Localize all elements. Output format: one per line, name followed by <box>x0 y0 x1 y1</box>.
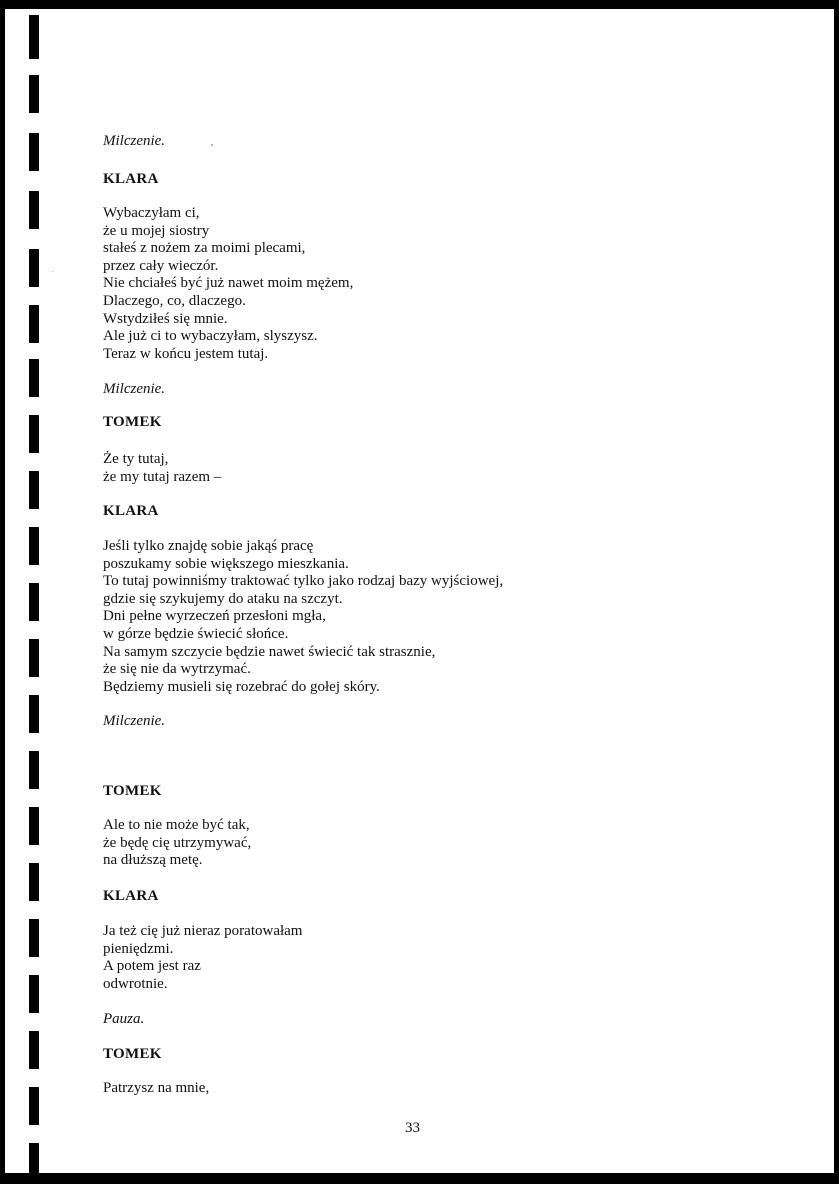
binding-mark <box>29 471 39 509</box>
speech-block <box>103 1080 209 1098</box>
speech-block <box>103 817 251 870</box>
speech-line: że będę cię utrzymywać, <box>103 834 252 851</box>
speech-line: w górze będzie świecić słońce. <box>103 625 289 642</box>
speech-line: Ale już ci to wybaczyłam, slyszysz. <box>103 328 318 345</box>
speaker-name: TOMEK <box>103 414 162 430</box>
speech-line: stałeś z nożem za moimi plecami, <box>103 240 306 257</box>
binding-mark <box>29 415 39 453</box>
speech-line: Ale to nie może być tak, <box>103 817 250 833</box>
speech-line: Jeśli tylko znajdę sobie jakąś pracę <box>103 538 314 554</box>
scan-speck <box>211 144 213 146</box>
binding-mark <box>29 527 39 565</box>
speech-line: że u mojej siostry <box>103 222 210 239</box>
speech-line: odwrotnie. <box>103 975 168 992</box>
speech-line: Wybaczyłam ci, <box>103 205 200 221</box>
speech-line: poszukamy sobie większego mieszkania. <box>103 555 349 572</box>
binding-mark <box>29 75 39 113</box>
binding-mark <box>29 15 39 59</box>
speech-line: pieniędzmi. <box>103 940 174 957</box>
speech-line: Na samym szczycie będzie nawet świecić tak strasznie, <box>103 643 436 660</box>
stage-direction: Milczenie. <box>103 381 166 397</box>
speech-line: A potem jest raz <box>103 958 201 975</box>
speech-line: Wstydziłeś się mnie. <box>103 310 228 327</box>
binding-mark <box>29 305 39 343</box>
scan-speck <box>52 271 53 272</box>
binding-mark <box>29 1031 39 1069</box>
binding-mark <box>29 919 39 957</box>
binding-mark <box>29 639 39 677</box>
speaker-name: KLARA <box>103 888 159 904</box>
speech-line: Teraz w końcu jestem tutaj. <box>103 345 269 362</box>
speech-line: Będziemy musieli się rozebrać do gołej skóry. <box>103 678 380 695</box>
binding-mark <box>29 807 39 845</box>
speech-line: na dłuższą metę. <box>103 852 203 869</box>
stage-direction: Pauza. <box>103 1011 145 1027</box>
binding-mark <box>29 863 39 901</box>
speech-block <box>103 205 353 363</box>
speech-line: Że ty tutaj, <box>103 451 169 467</box>
speech-line: Dni pełne wyrzeczeń przesłoni mgła, <box>103 608 326 625</box>
speech-line: że my tutaj razem – <box>103 468 222 485</box>
speech-line: Ja też cię już nieraz poratowałam <box>103 923 303 939</box>
speech-block <box>103 451 221 486</box>
speech-line: gdzie się szykujemy do ataku na szczyt. <box>103 590 343 607</box>
speaker-name: KLARA <box>103 171 159 187</box>
speech-block <box>103 923 302 993</box>
speech-line: Nie chciałeś być już nawet moim mężem, <box>103 275 354 292</box>
page-number: 33 <box>405 1120 420 1136</box>
speech-block <box>103 538 503 696</box>
speaker-name: TOMEK <box>103 783 162 799</box>
binding-mark <box>29 751 39 789</box>
binding-mark <box>29 1143 39 1173</box>
binding-mark <box>29 583 39 621</box>
binding-mark <box>29 975 39 1013</box>
speaker-name: TOMEK <box>103 1046 162 1062</box>
binding-mark <box>29 359 39 397</box>
speech-line: Dlaczego, co, dlaczego. <box>103 292 246 309</box>
speech-line: To tutaj powinniśmy traktować tylko jako rodzaj bazy wyjściowej, <box>103 573 504 590</box>
stage-direction: Milczenie. <box>103 133 166 149</box>
binding-mark <box>29 1087 39 1125</box>
speaker-name: KLARA <box>103 503 159 519</box>
binding-mark <box>29 249 39 287</box>
speech-line: że się nie da wytrzymać. <box>103 661 251 678</box>
binding-mark <box>29 191 39 229</box>
binding-mark <box>29 695 39 733</box>
speech-line: przez cały wieczór. <box>103 257 219 274</box>
speech-line: Patrzysz na mnie, <box>103 1080 210 1096</box>
binding-mark <box>29 133 39 171</box>
stage-direction: Milczenie. <box>103 713 166 729</box>
